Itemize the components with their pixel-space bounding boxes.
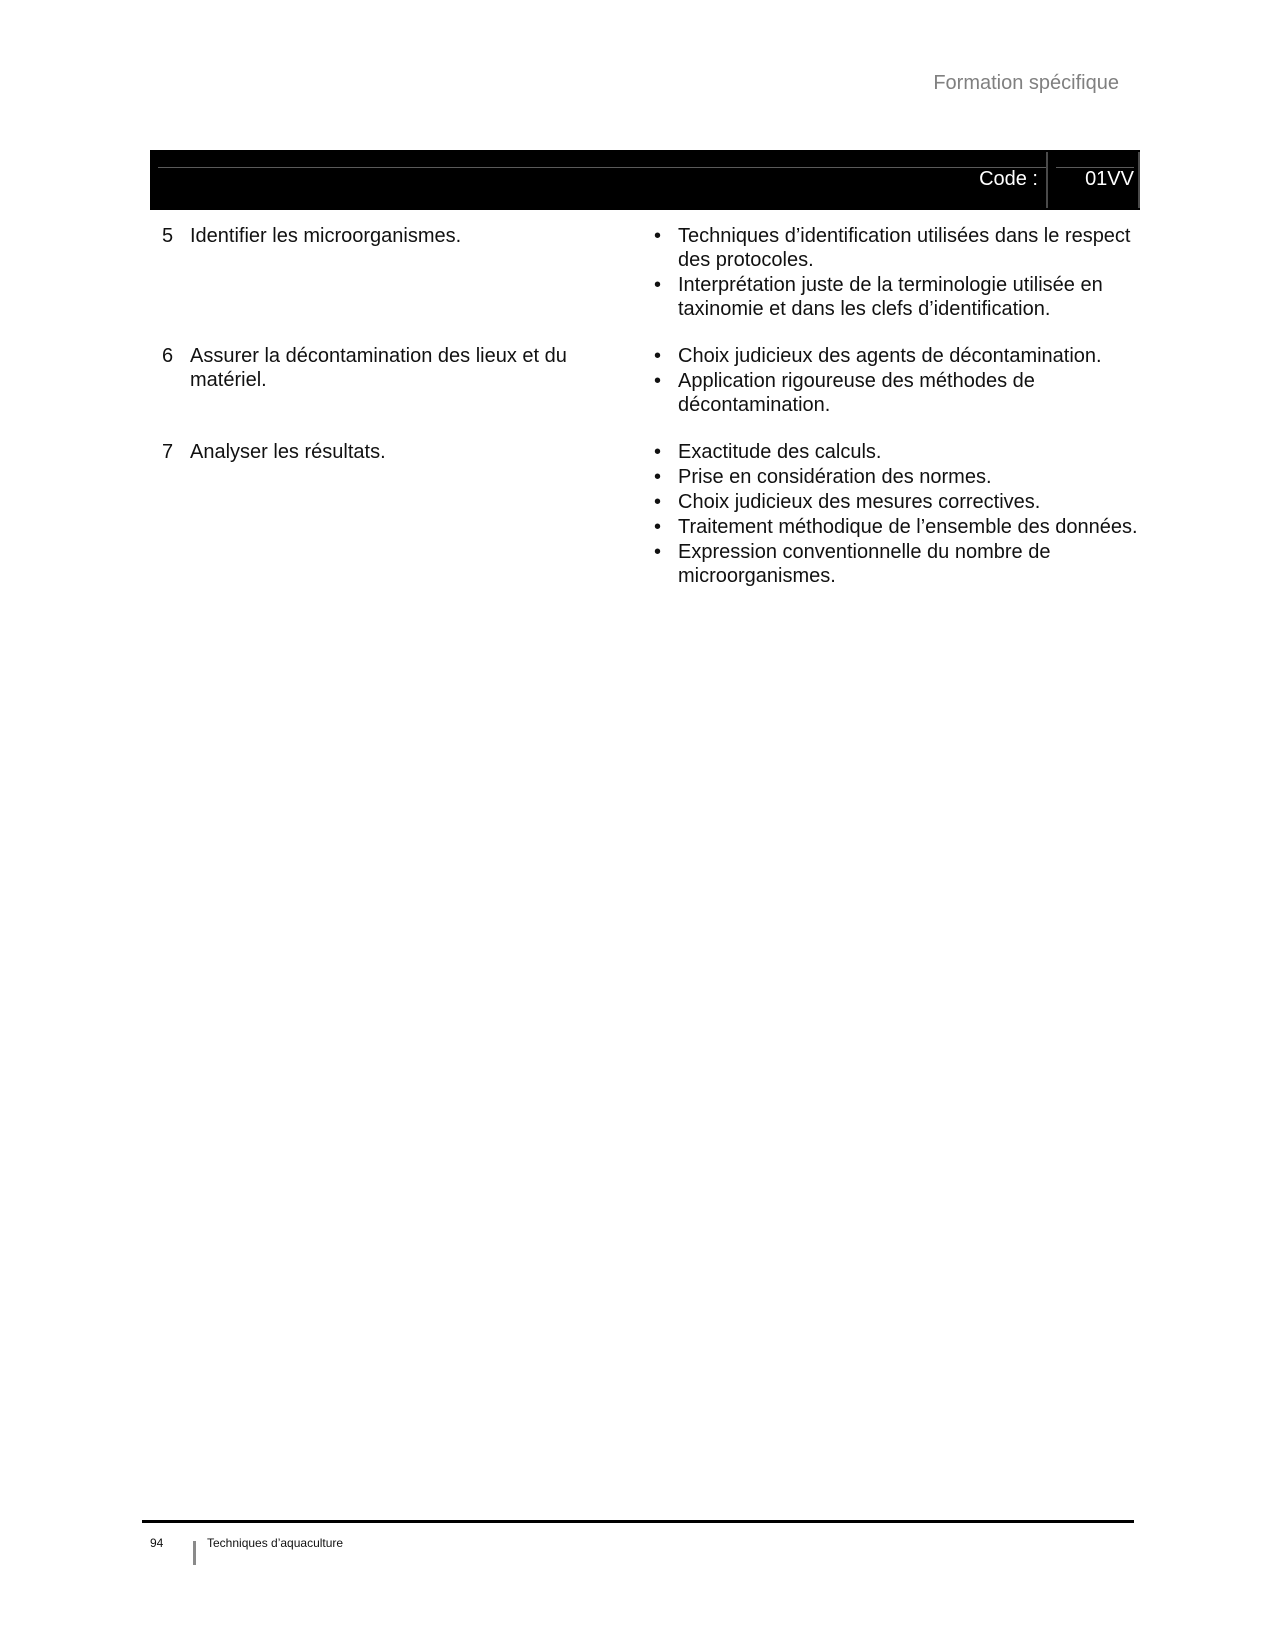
code-label: Code : xyxy=(979,168,1038,190)
list-item xyxy=(650,369,1140,417)
table-row xyxy=(150,344,1140,418)
criterion-text: Expression conventionnelle du nombre de microorganismes. xyxy=(678,541,1051,587)
bullet-icon: • xyxy=(654,516,662,538)
objective-text: Assurer la décontamination des lieux et du matériel. xyxy=(190,345,567,391)
criterion-text: Traitement méthodique de l’ensemble des données. xyxy=(678,516,1138,538)
bullet-icon: • xyxy=(654,274,662,296)
bullet-icon: • xyxy=(654,370,662,392)
objectives-table xyxy=(150,224,1140,611)
objective-text: Identifier les microorganismes. xyxy=(190,225,462,247)
criteria-cell xyxy=(650,440,1140,589)
bullet-icon: • xyxy=(654,441,662,463)
objective-cell xyxy=(150,440,650,589)
list-item xyxy=(650,540,1140,588)
criterion-text: Choix judicieux des agents de décontamination. xyxy=(678,345,1102,367)
bullet-icon: • xyxy=(654,466,662,488)
footer-title: Techniques d’aquaculture xyxy=(207,1536,344,1550)
table-row xyxy=(150,440,1140,589)
code-bar-rule xyxy=(158,167,1048,168)
criterion-text: Choix judicieux des mesures correctives. xyxy=(678,491,1041,513)
bullet-icon: • xyxy=(654,225,662,247)
criterion-text: Techniques d’identification utilisées dans le respect des protocoles. xyxy=(678,225,1131,271)
list-item xyxy=(650,465,1140,489)
bullet-icon: • xyxy=(654,541,662,563)
list-item xyxy=(650,273,1140,321)
criteria-cell xyxy=(650,344,1140,418)
objective-number: 5 xyxy=(162,225,174,247)
objective-text: Analyser les résultats. xyxy=(190,441,386,463)
running-header: Formation spécifique xyxy=(933,72,1119,94)
bullet-icon: • xyxy=(654,345,662,367)
table-row xyxy=(150,224,1140,322)
list-item xyxy=(650,490,1140,514)
criteria-cell xyxy=(650,224,1140,322)
criterion-text: Interprétation juste de la terminologie utilisée en taxinomie et dans les clefs d’identification. xyxy=(678,274,1103,320)
objective-number: 6 xyxy=(162,345,174,367)
code-bar-edge xyxy=(1138,152,1140,208)
objective-cell xyxy=(150,224,650,322)
page-number: 94 xyxy=(150,1536,164,1550)
code-bar xyxy=(150,150,1140,210)
objective-cell xyxy=(150,344,650,418)
criteria-list xyxy=(650,344,1140,417)
list-item xyxy=(650,515,1140,539)
criterion-text: Prise en considération des normes. xyxy=(678,466,992,488)
criterion-text: Exactitude des calculs. xyxy=(678,441,882,463)
bullet-icon: • xyxy=(654,491,662,513)
list-item xyxy=(650,440,1140,464)
criteria-list xyxy=(650,224,1140,321)
code-value: 01VV xyxy=(1085,168,1134,190)
list-item xyxy=(650,344,1140,368)
code-bar-divider xyxy=(1046,152,1048,208)
footer-rule xyxy=(142,1520,1134,1523)
list-item xyxy=(650,224,1140,272)
criteria-list xyxy=(650,440,1140,588)
footer-separator xyxy=(193,1541,196,1565)
criterion-text: Application rigoureuse des méthodes de décontamination. xyxy=(678,370,1035,416)
objective-number: 7 xyxy=(162,441,174,463)
